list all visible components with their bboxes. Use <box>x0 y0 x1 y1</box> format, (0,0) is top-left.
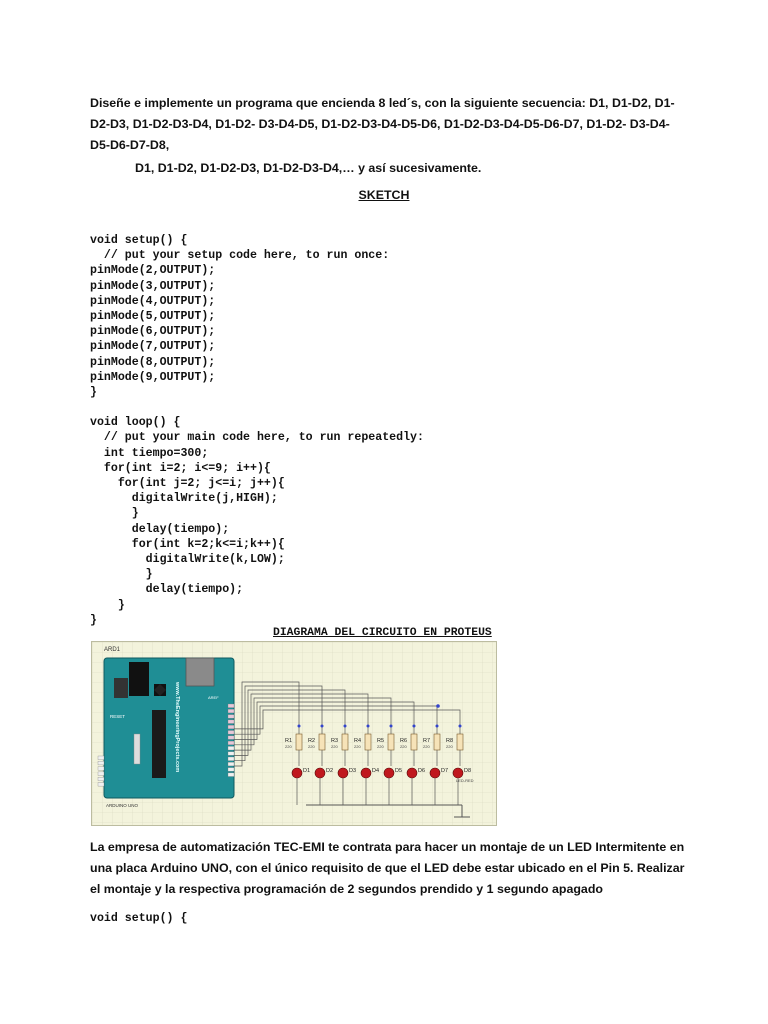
led-label: D8 <box>464 768 472 774</box>
resistor <box>342 734 348 750</box>
junction-dot <box>344 725 347 728</box>
aref-label: AREF <box>208 695 219 700</box>
resistor-value: 220 <box>285 744 292 749</box>
junction-dot <box>413 725 416 728</box>
code-line: for(int i=2; i<=9; i++){ <box>90 461 271 475</box>
code-line: pinMode(6,OUTPUT); <box>90 325 216 339</box>
code-line: int tiempo=300; <box>90 446 209 460</box>
code-line: delay(tiempo); <box>90 522 230 536</box>
code-line <box>90 400 424 415</box>
led-label: D6 <box>418 768 426 774</box>
sequence-repeat-line: D1, D1-D2, D1-D2-D3, D1-D2-D3-D4,… y así sucesivamente. <box>135 161 482 175</box>
junction-dot <box>321 725 324 728</box>
junction-dot <box>436 725 439 728</box>
code-block <box>90 233 424 628</box>
resistor-value: 220 <box>377 744 384 749</box>
intro-paragraph: Diseñe e implemente un programa que encienda 8 led´s, con la siguiente secuencia: D1, D1-D2, D1-D2-D3, D1-D2-D3-D4, D1-D2- D3-D4-D5, D1-D2-D3-D4-D5-D6, D1-D2-D3-D4-D5-D6-D7, D1-D2- D3-D4-D5-D6-D7-D8, <box>90 96 675 152</box>
board-url: www.TheEngineeringProjects.com <box>174 682 180 773</box>
resistor-label: R8 <box>446 738 454 744</box>
code-line: pinMode(4,OUTPUT); <box>90 294 216 308</box>
atmega328-chip <box>152 710 166 778</box>
digital-pin <box>228 725 234 729</box>
resistor-value: 220 <box>446 744 453 749</box>
board-ref-label: ARD1 <box>104 647 121 653</box>
junction-dot <box>390 725 393 728</box>
resistor-value: 220 <box>400 744 407 749</box>
resistor-label: R2 <box>308 738 316 744</box>
digital-pin <box>228 704 234 708</box>
code-line: pinMode(3,OUTPUT); <box>90 279 216 293</box>
resistor-label: R4 <box>354 738 362 744</box>
code-line: for(int j=2; j<=i; j++){ <box>90 477 285 490</box>
led-label: D4 <box>372 768 380 774</box>
junction-dot <box>367 725 370 728</box>
code-line: for(int k=2;k<=i;k++){ <box>90 537 285 551</box>
schematic-drawing <box>92 642 496 825</box>
resistor <box>388 734 394 750</box>
usb-connector <box>129 662 149 696</box>
digital-pin <box>228 757 234 761</box>
code-line: void setup() { <box>90 234 188 247</box>
led <box>430 768 440 778</box>
led-type-label: LED-RED <box>456 778 474 783</box>
resistor <box>365 734 371 750</box>
digital-pin <box>228 773 234 777</box>
code-line: } <box>90 598 125 612</box>
junction-dot <box>298 725 301 728</box>
digital-pin <box>228 762 234 766</box>
junction-dot <box>459 725 462 728</box>
resistor-value: 220 <box>308 744 315 749</box>
analog-pin <box>98 761 104 765</box>
resistor-label: R5 <box>377 738 385 744</box>
digital-pin <box>228 709 234 713</box>
led-label: D3 <box>349 768 357 774</box>
code-line: digitalWrite(j,HIGH); <box>90 492 278 506</box>
code-line: } <box>90 613 97 627</box>
code-line: digitalWrite(k,LOW); <box>90 552 285 566</box>
digital-pin <box>228 715 234 719</box>
digital-pin <box>228 736 234 740</box>
led <box>361 768 371 778</box>
analog-pin <box>98 772 104 776</box>
code-line: pinMode(8,OUTPUT); <box>90 355 216 369</box>
code-line: pinMode(9,OUTPUT); <box>90 370 216 384</box>
resistor-label: R6 <box>400 738 408 744</box>
led-label: D5 <box>395 768 403 774</box>
code-line: } <box>90 568 153 582</box>
code-line: pinMode(7,OUTPUT); <box>90 340 216 354</box>
digital-pin <box>228 731 234 735</box>
resistor <box>296 734 302 750</box>
task-paragraph: La empresa de automatización TEC-EMI te contrata para hacer un montaje de un LED Intermitente en una placa Arduino UNO, con el único requisito de que el LED debe estar ubicado en el Pin 5. Realizar el montaje y la respectiva programación de 2 segundos prendido y 1 segundo apagado <box>90 840 685 896</box>
resistor-label: R7 <box>423 738 431 744</box>
resistor <box>434 734 440 750</box>
diagram-title: DIAGRAMA DEL CIRCUITO EN PROTEUS <box>273 627 492 639</box>
code-line: // put your main code here, to run repeatedly: <box>90 431 424 445</box>
led <box>338 768 348 778</box>
resistor-value: 220 <box>354 744 361 749</box>
code-line: } <box>90 385 97 399</box>
led-label: D7 <box>441 768 449 774</box>
code-line: pinMode(2,OUTPUT); <box>90 264 216 278</box>
digital-pin <box>228 752 234 756</box>
code-line: // put your setup code here, to run once: <box>90 249 390 263</box>
resistor-value: 220 <box>423 744 430 749</box>
reset-label: RESET <box>110 714 126 719</box>
code-line: void loop() { <box>90 416 181 430</box>
code-line: } <box>90 507 139 521</box>
led <box>292 768 302 778</box>
atmega-usb-chip <box>186 658 214 686</box>
digital-pin <box>228 741 234 745</box>
resistor-label: R3 <box>331 738 339 744</box>
code-line: delay(tiempo); <box>90 583 244 597</box>
analog-pin <box>98 756 104 760</box>
sketch-title: SKETCH <box>358 188 410 202</box>
header-strip <box>134 734 140 764</box>
analog-pin <box>98 767 104 771</box>
code-block-2: void setup() { <box>90 912 188 925</box>
resistor-value: 220 <box>331 744 338 749</box>
power-jack <box>114 678 128 698</box>
resistor <box>319 734 325 750</box>
resistor <box>411 734 417 750</box>
led-label: D1 <box>303 768 311 774</box>
board-name-label: ARDUINO UNO <box>106 803 139 808</box>
digital-pin <box>228 768 234 772</box>
proteus-schematic <box>91 641 497 826</box>
analog-pin <box>98 783 104 787</box>
led <box>407 768 417 778</box>
resistor <box>457 734 463 750</box>
led <box>315 768 325 778</box>
code-line: pinMode(5,OUTPUT); <box>90 309 216 323</box>
digital-pin <box>228 746 234 750</box>
led <box>384 768 394 778</box>
digital-pin <box>228 720 234 724</box>
junction-dot <box>436 704 440 708</box>
led <box>453 768 463 778</box>
resistor-label: R1 <box>285 738 293 744</box>
led-label: D2 <box>326 768 334 774</box>
analog-pin <box>98 777 104 781</box>
